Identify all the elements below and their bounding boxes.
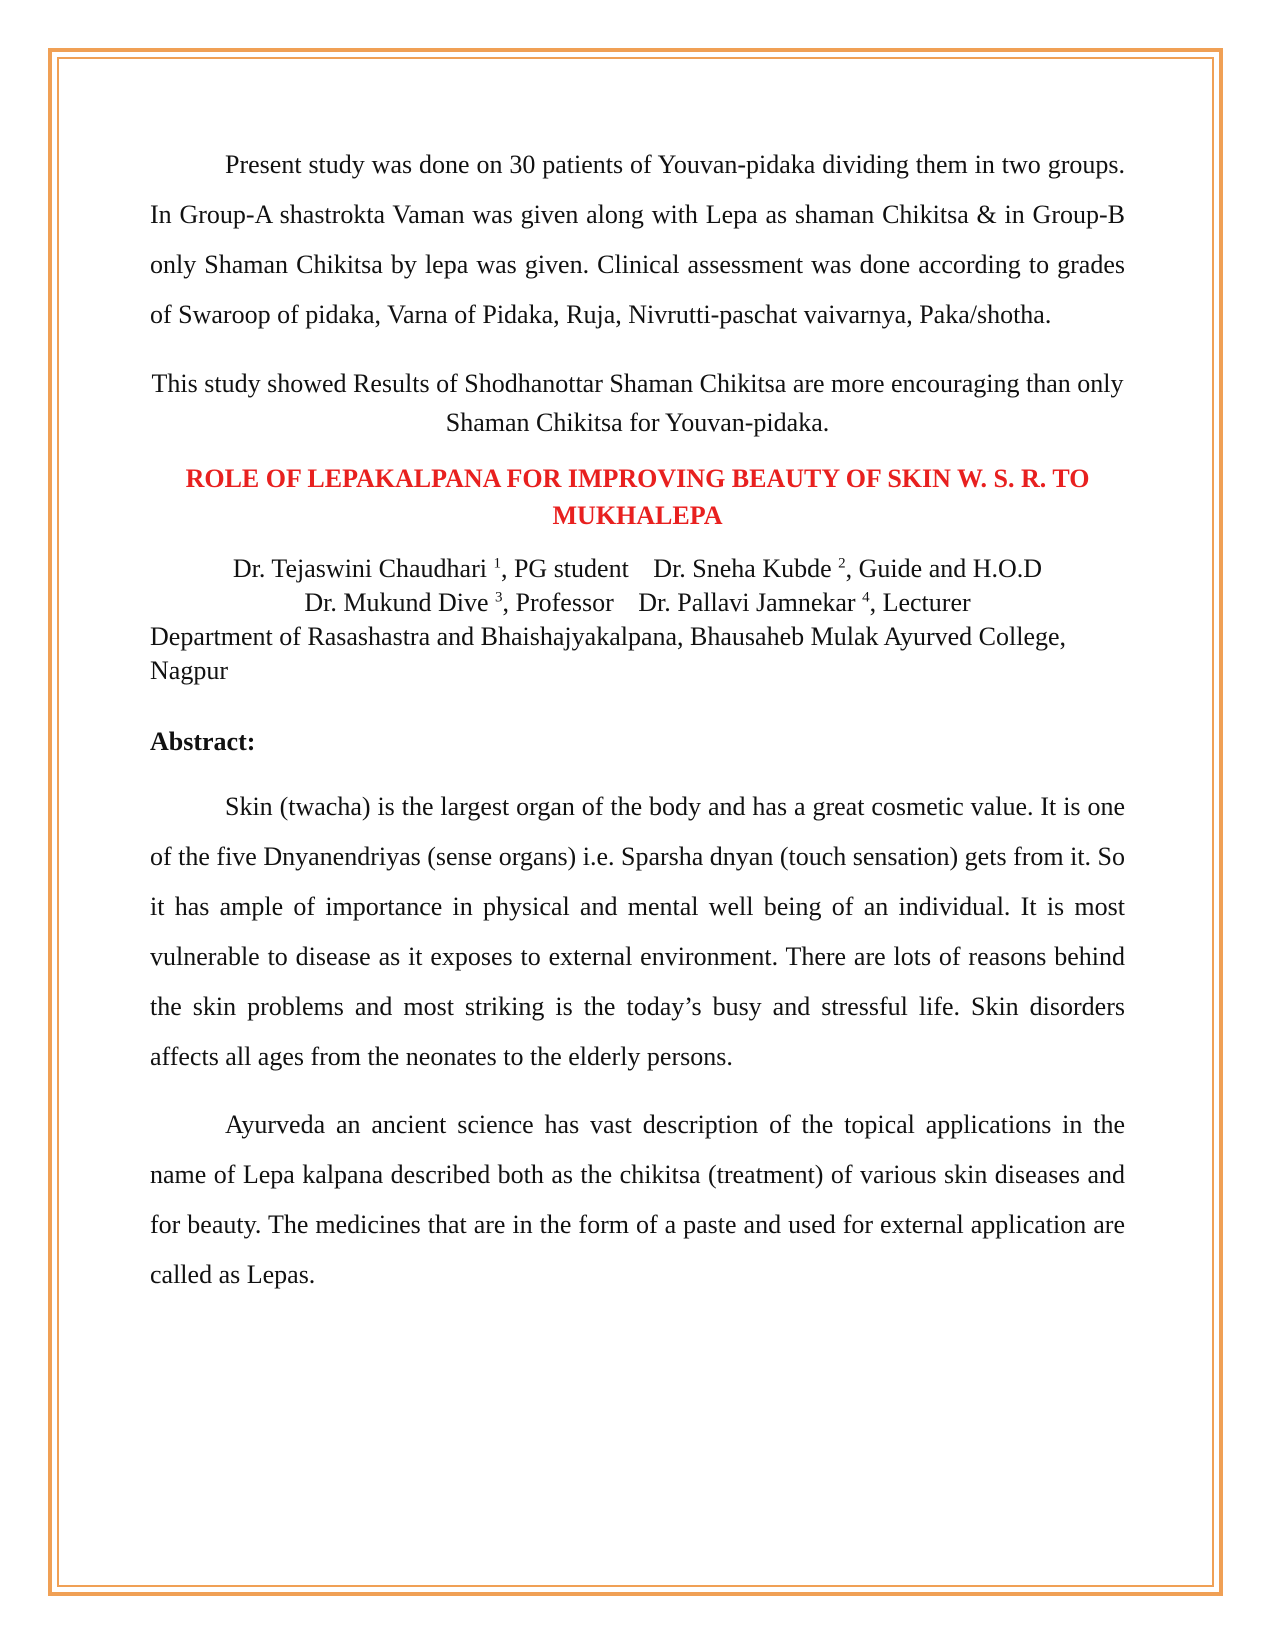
abstract-paragraph: Ayurveda an ancient science has vast description of the topical applications in the name of Lepa kalpana described both as the chikitsa (treatment) of various skin diseases and for beauty. The medicines that are in the form of a paste and used for external application are called as Lepas. — [150, 1110, 1125, 1289]
author-role: , Guide and H.O.D — [845, 554, 1043, 583]
article-title: ROLE OF LEPAKALPANA FOR IMPROVING BEAUTY OF SKIN W. S. R. TO MUKHALEPA — [185, 464, 1090, 530]
author-role: , PG student — [500, 554, 629, 583]
author-line-1 — [150, 552, 1125, 586]
author-name: Dr. Mukund Dive — [304, 588, 496, 617]
author-affiliation-mark: 4 — [862, 589, 870, 606]
conclusion-paragraph: This study showed Results of Shodhanottar Shaman Chikitsa are more encouraging than only Shaman Chikitsa for Youvan-pidaka. — [151, 369, 1124, 437]
author-affiliation-mark: 1 — [493, 555, 501, 572]
author-list — [150, 552, 1125, 620]
abstract-heading: Abstract: — [150, 727, 256, 756]
affiliation: Department of Rasashastra and Bhaishajyakalpana, Bhausaheb Mulak Ayurved College, Nagpur — [150, 622, 1067, 685]
page-content — [150, 140, 1125, 1300]
author-role: , Professor — [502, 588, 614, 617]
abstract-paragraph: Skin (twacha) is the largest organ of the body and has a great cosmetic value. It is one of the five Dnyanendriyas (sense organs) i.e. Sparsha dnyan (touch sensation) gets from it. So it has ample of importance in physical and mental well being of an individual. It is most vulnerable to disease as it exposes to external environment. There are lots of reasons behind the skin problems and most striking is the today’s busy and stressful life. Skin disorders affects all ages from the neonates to the elderly persons. — [150, 792, 1126, 1071]
author-name: Dr. Tejaswini Chaudhari — [232, 554, 494, 583]
author-name: Dr. Sneha Kubde — [653, 554, 839, 583]
author-line-2 — [150, 586, 1125, 620]
author-name: Dr. Pallavi Jamnekar — [638, 588, 863, 617]
author-affiliation-mark: 2 — [838, 555, 846, 572]
author-affiliation-mark: 3 — [495, 589, 503, 606]
author-role: , Lecturer — [869, 588, 971, 617]
intro-paragraph: Present study was done on 30 patients of Youvan-pidaka dividing them in two groups. In Group-A shastrokta Vaman was given along with Lepa as shaman Chikitsa & in Group-B only Shaman Chikitsa by lepa was given. Clinical assessment was done according to grades of Swaroop of pidaka, Varna of Pidaka, Ruja, Nivrutti-paschat vaivarnya, Paka/shotha. — [150, 150, 1125, 329]
